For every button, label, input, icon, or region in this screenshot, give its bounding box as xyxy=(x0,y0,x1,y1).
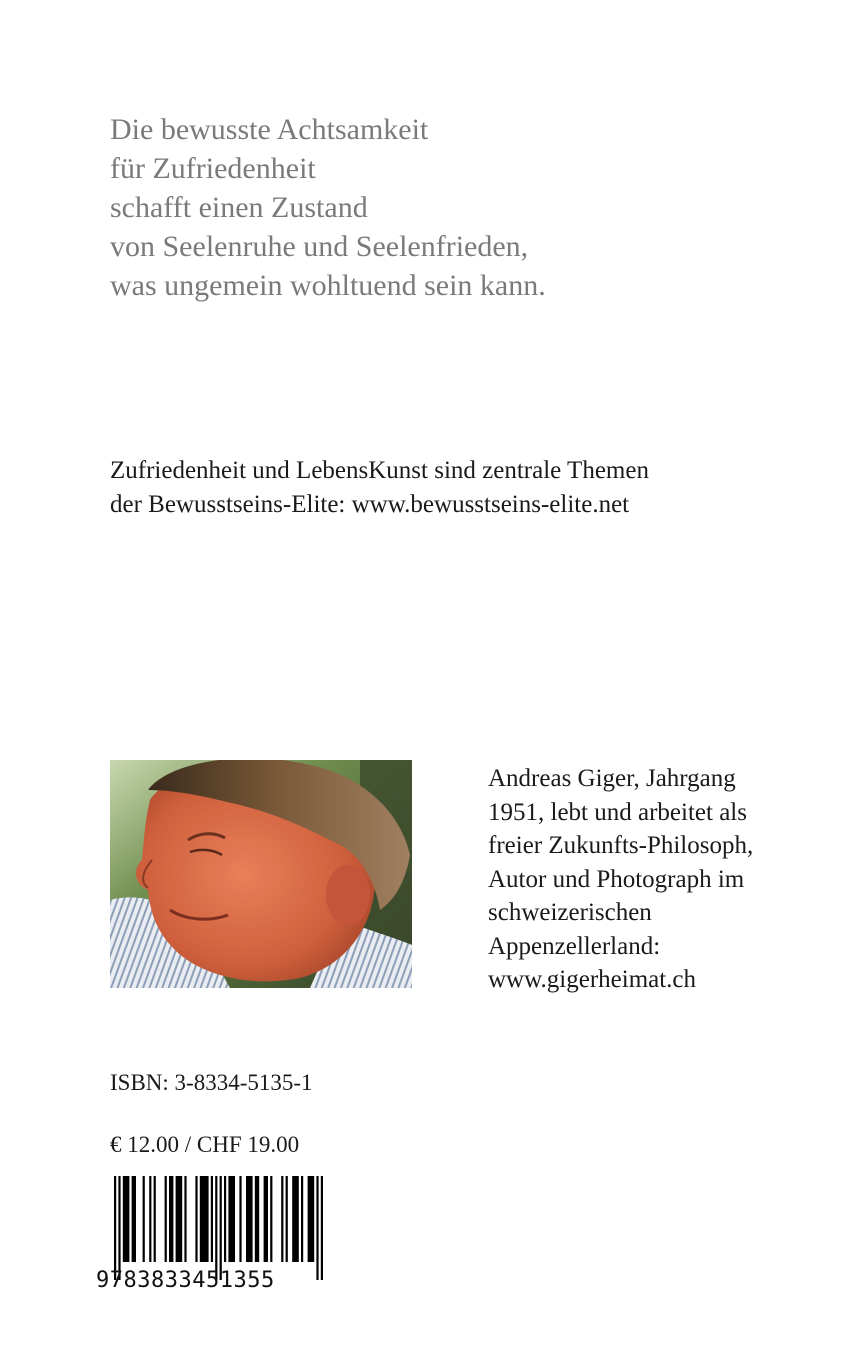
price-label: € 12.00 / CHF 19.00 xyxy=(110,1132,300,1157)
themes-line: Zufriedenheit und LebensKunst sind zentrale Themen xyxy=(110,457,649,484)
barcode-bar xyxy=(239,1176,241,1262)
barcode-bar xyxy=(200,1176,209,1262)
barcode-guard-bar xyxy=(321,1176,323,1280)
barcode-bar xyxy=(154,1176,156,1262)
barcode-bar xyxy=(149,1176,151,1262)
author-photo xyxy=(110,760,412,988)
barcode-bar xyxy=(292,1176,299,1262)
barcode-bar xyxy=(176,1176,183,1262)
barcode-bar xyxy=(184,1176,186,1262)
quote-line: schafft einen Zustand xyxy=(110,191,368,224)
themes-line: der Bewusstseins-Elite: www.bewusstseins-elite.net xyxy=(110,491,630,518)
barcode-bar xyxy=(246,1176,253,1262)
isbn-number: ISBN: 3-8334-5135-1 xyxy=(110,1070,313,1095)
barcode-guard-bar xyxy=(220,1176,222,1280)
ean-barcode xyxy=(96,1176,338,1296)
themes-paragraph xyxy=(110,454,830,522)
barcode-bar xyxy=(143,1176,145,1262)
barcode-bar xyxy=(286,1176,288,1262)
barcode-bar xyxy=(169,1176,173,1262)
barcode-guard-bar xyxy=(215,1176,217,1280)
barcode-bar xyxy=(123,1176,130,1262)
bio-line: Appenzellerland: xyxy=(488,932,661,960)
quote-line: von Seelenruhe und Seelenfrieden, xyxy=(110,230,529,263)
bio-line: schweizerischen xyxy=(488,899,652,926)
bio-line: Andreas Giger, Jahrgang xyxy=(488,765,736,792)
quote-line: für Zufriedenheit xyxy=(110,152,316,185)
back-cover-quote xyxy=(110,110,790,305)
barcode-bar xyxy=(195,1176,197,1262)
barcode-bar xyxy=(264,1176,268,1262)
barcode-digits: 9783833451355 xyxy=(96,1268,275,1293)
quote-line: Die bewusste Achtsamkeit xyxy=(110,113,429,146)
bio-line: www.gigerheimat.ch xyxy=(488,966,697,993)
barcode-bar xyxy=(308,1176,315,1262)
barcode-bar xyxy=(211,1176,213,1262)
barcode-guard-bar xyxy=(114,1176,116,1280)
author-bio xyxy=(488,762,828,997)
barcode-bar xyxy=(165,1176,167,1262)
barcode-guard-bar xyxy=(316,1176,318,1280)
barcode-bar xyxy=(281,1176,283,1262)
quote-line: was ungemein wohltuend sein kann. xyxy=(110,269,546,302)
barcode-bar xyxy=(255,1176,259,1262)
bio-line: Autor und Photograph im xyxy=(488,865,745,893)
bio-line: freier Zukunfts-Philosoph, xyxy=(488,832,754,859)
bio-line: 1951, lebt und arbeitet als xyxy=(488,798,747,826)
barcode-guard-bar xyxy=(118,1176,120,1280)
barcode-bar xyxy=(228,1176,235,1262)
barcode-bar xyxy=(270,1176,272,1262)
barcode-bar xyxy=(132,1176,136,1262)
barcode-bar xyxy=(224,1176,226,1262)
barcode-bar xyxy=(301,1176,303,1262)
